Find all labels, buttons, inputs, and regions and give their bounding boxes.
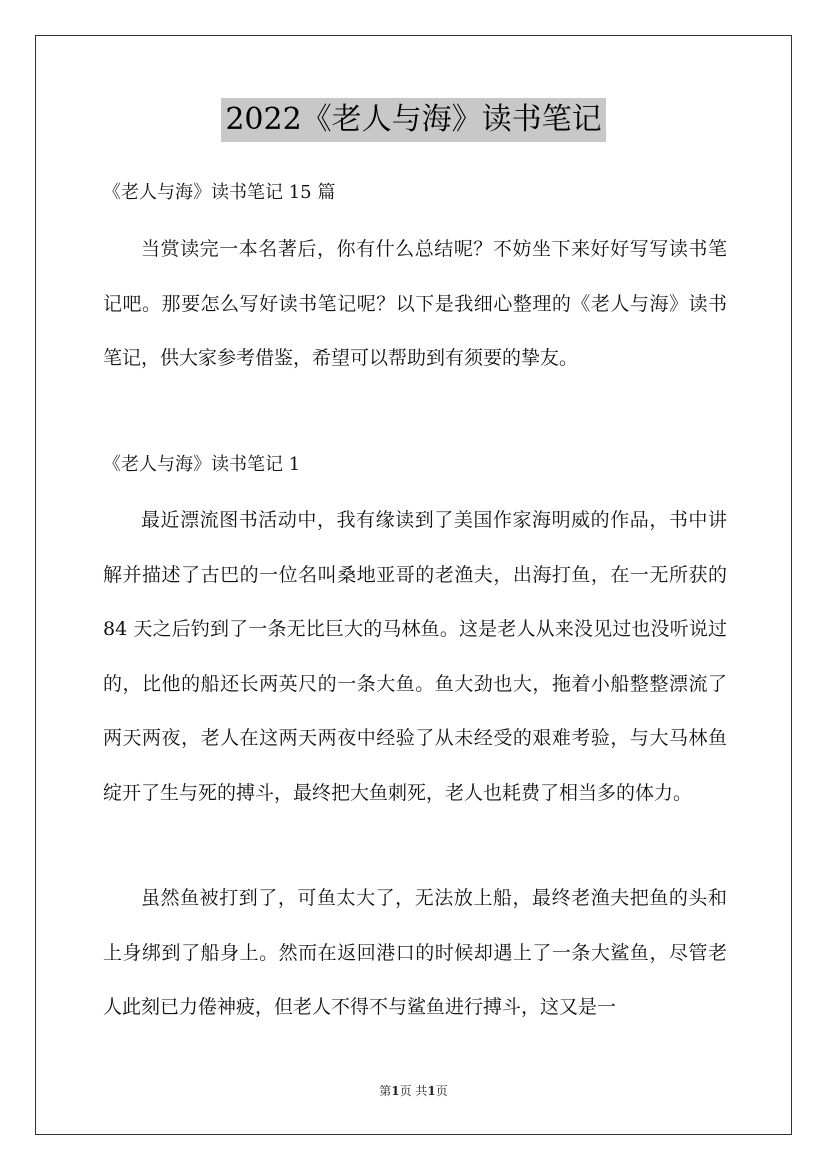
intro-paragraph: 当赏读完一本名著后，你有什么总结呢？不妨坐下来好好写写读书笔记吧。那要怎么写好读书笔记呢？以下是我细心整理的《老人与海》读书笔记，供大家参考借鉴，希望可以帮助到有须要的挚友。 — [103, 238, 727, 369]
footer-page-suffix: 页 — [435, 1084, 448, 1098]
page-footer — [0, 1082, 827, 1100]
document-subtitle: 《老人与海》读书笔记 15 篇 — [103, 182, 336, 203]
body-paragraph-1: 最近漂流图书活动中，我有缘读到了美国作家海明威的作品，书中讲解并描述了古巴的一位名叫桑地亚哥的老渔夫，出海打鱼，在一无所获的 84 天之后钓到了一条无比巨大的马林鱼。这是老人从来没见过也没听说过的，比他的船还长两英尺的一条大鱼。鱼大劲也大，拖着小船整整漂流了两天两夜，老人在这两天两夜中经验了从未经受的艰难考验，与大马林鱼绽开了生与死的搏斗，最终把大鱼刺死，老人也耗费了相当多的体力。 — [103, 509, 727, 804]
footer-page-prefix: 第 — [379, 1084, 392, 1098]
footer-page-mid: 页 共 — [399, 1084, 428, 1098]
section-heading: 《老人与海》读书笔记 1 — [103, 454, 301, 475]
body-paragraph-2: 虽然鱼被打到了，可鱼太大了，无法放上船，最终老渔夫把鱼的头和上身绑到了船身上。然而在返回港口的时候却遇上了一条大鲨鱼，尽管老人此刻已力倦神疲，但老人不得不与鲨鱼进行搏斗，这又是一 — [103, 887, 727, 1018]
footer-page-current: 1 — [391, 1084, 400, 1098]
footer-page-total: 1 — [427, 1084, 436, 1098]
document-title: 2022《老人与海》读书笔记 — [221, 98, 605, 142]
title-container — [0, 98, 827, 142]
